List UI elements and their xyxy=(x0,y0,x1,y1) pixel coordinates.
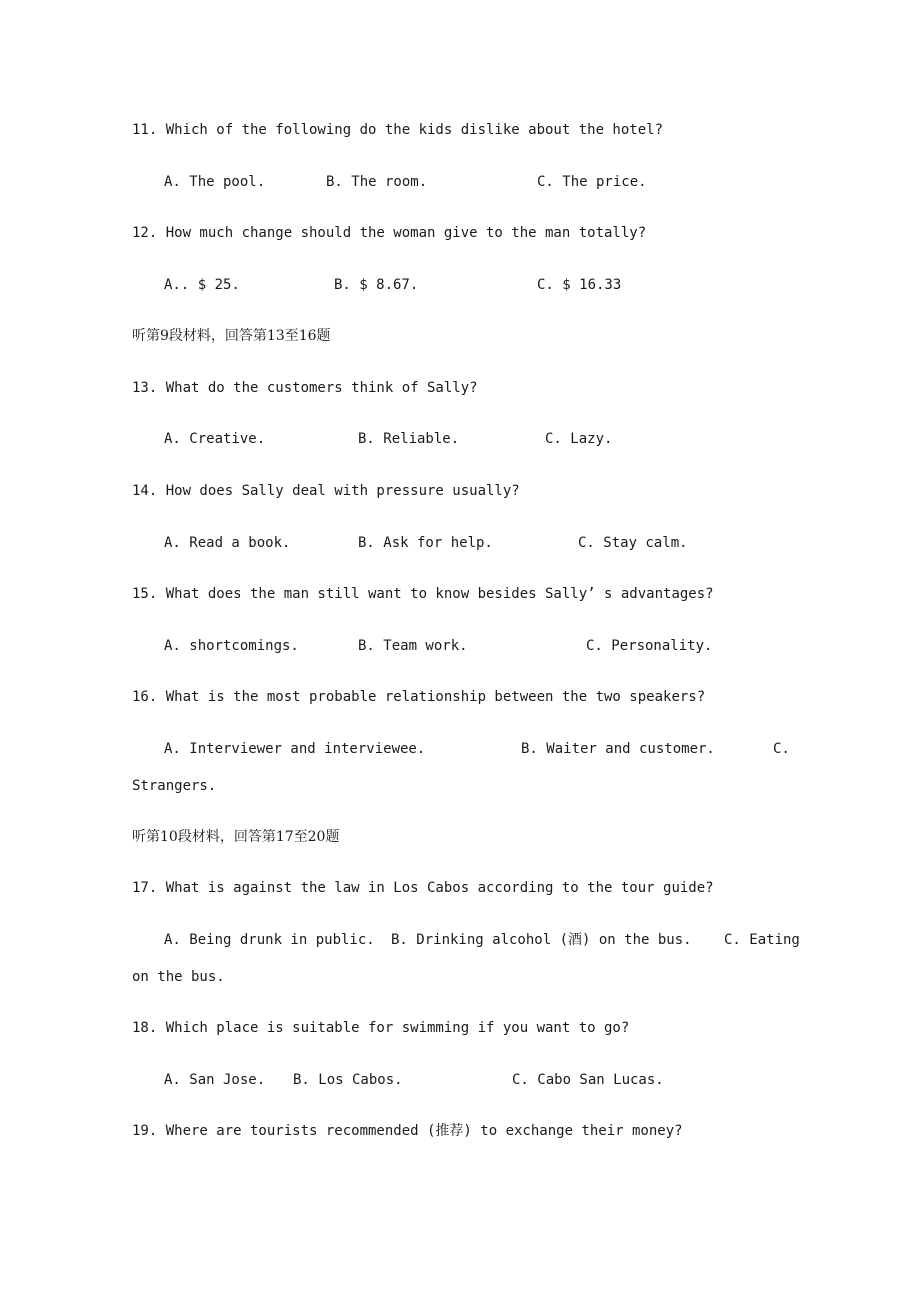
question-13-option-a: A. Creative. xyxy=(164,431,266,447)
question-16-option-a: A. Interviewer and interviewee. xyxy=(164,741,426,757)
question-12-stem: 12. How much change should the woman give to the man totally? xyxy=(132,225,647,241)
question-11-option-a: A. The pool. xyxy=(164,174,266,190)
section-heading-10: 听第10段材料，回答第17至20题 xyxy=(132,829,340,845)
question-15-option-c: C. Personality. xyxy=(586,638,713,654)
question-18-option-a: A. San Jose. xyxy=(164,1072,266,1088)
question-13-stem: 13. What do the customers think of Sally? xyxy=(132,380,478,396)
question-11-stem: 11. Which of the following do the kids dislike about the hotel? xyxy=(132,122,664,138)
question-18-stem: 18. Which place is suitable for swimming if you want to go? xyxy=(132,1020,630,1036)
question-12-option-b: B. $ 8.67. xyxy=(334,277,419,293)
question-15-option-a: A. shortcomings. xyxy=(164,638,299,654)
question-17-stem: 17. What is against the law in Los Cabos according to the tour guide? xyxy=(132,880,714,896)
question-18-option-b: B. Los Cabos. xyxy=(293,1072,403,1088)
question-13-option-b: B. Reliable. xyxy=(358,431,460,447)
question-16-option-c-continued: Strangers. xyxy=(132,778,217,794)
question-16-option-c: C. xyxy=(773,741,790,757)
question-16-option-b: B. Waiter and customer. xyxy=(521,741,715,757)
question-14-option-c: C. Stay calm. xyxy=(578,535,688,551)
question-15-option-b: B. Team work. xyxy=(358,638,468,654)
question-15-stem: 15. What does the man still want to know besides Sally’ s advantages? xyxy=(132,586,714,602)
question-14-option-a: A. Read a book. xyxy=(164,535,291,551)
question-12-option-c: C. $ 16.33 xyxy=(537,277,622,293)
question-11-option-b: B. The room. xyxy=(326,174,428,190)
question-17-option-b: B. Drinking alcohol (酒) on the bus. xyxy=(391,932,692,948)
question-14-stem: 14. How does Sally deal with pressure usually? xyxy=(132,483,520,499)
question-14-option-b: B. Ask for help. xyxy=(358,535,493,551)
question-16-stem: 16. What is the most probable relationship between the two speakers? xyxy=(132,689,706,705)
question-18-option-c: C. Cabo San Lucas. xyxy=(512,1072,664,1088)
section-heading-9: 听第9段材料，回答第13至16题 xyxy=(132,328,331,344)
question-17-option-a: A. Being drunk in public. xyxy=(164,932,375,948)
question-17-option-c: C. Eating xyxy=(724,932,800,948)
question-12-option-a: A.. $ 25. xyxy=(164,277,240,293)
question-11-option-c: C. The price. xyxy=(537,174,647,190)
question-19-stem: 19. Where are tourists recommended (推荐) to exchange their money? xyxy=(132,1123,683,1139)
question-17-option-c-continued: on the bus. xyxy=(132,969,225,985)
question-13-option-c: C. Lazy. xyxy=(545,431,613,447)
